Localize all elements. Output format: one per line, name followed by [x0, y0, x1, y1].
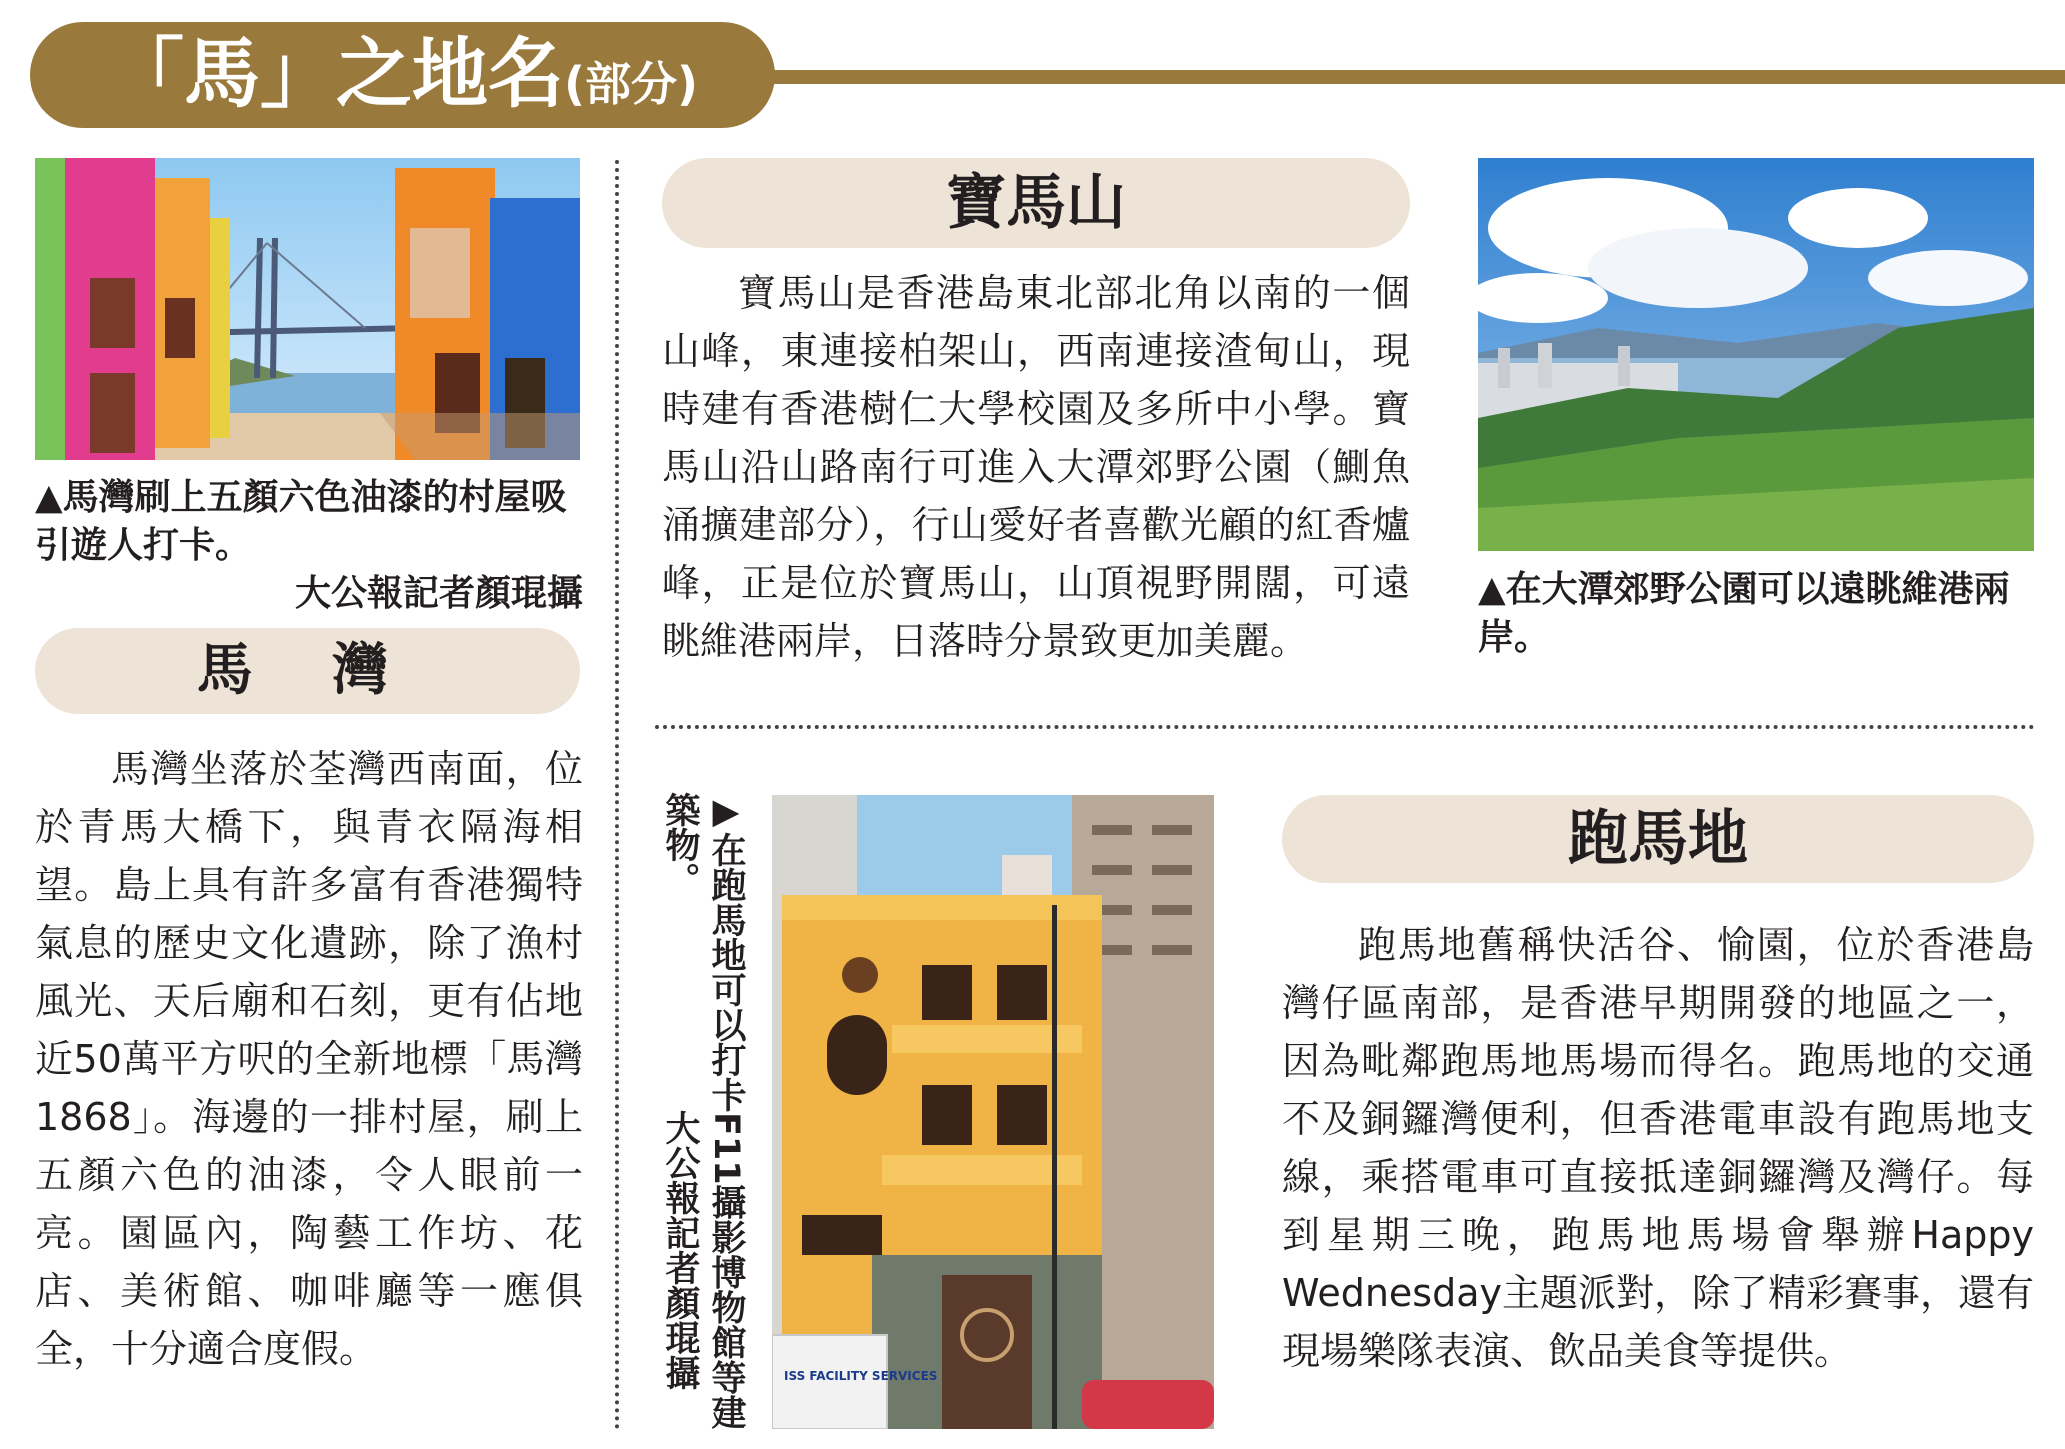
ma-wan-photo-credit: 大公報記者顏琨攝 — [294, 573, 583, 614]
happy-valley-heading: 跑馬地 — [1282, 795, 2034, 883]
happy-valley-photo — [772, 795, 1214, 1429]
happy-valley-body: 跑馬地舊稱快活谷、愉園，位於香港島灣仔區南部，是香港早期開發的地區之一，因為毗鄰跑馬地馬場而得名。跑馬地的交通不及銅鑼灣便利，但香港電車設有跑馬地支線，乘搭電車可直接抵達銅鑼灣及灣仔。每到星期三晚，跑馬地馬場會舉辦Happy Wednesday主題派對，除了精彩賽事，還有現場樂隊表演、飲品美食等提供。 — [1282, 923, 2035, 1373]
ma-wan-body: 馬灣坐落於荃灣西南面，位於青馬大橋下，與青衣隔海相望。島上具有許多富有香港獨特氣息的歷史文化遺跡，除了漁村風光、天后廟和石刻，更有佔地近50萬平方呎的全新地標「馬灣1868」。海邊的一排村屋，刷上五顏六色的油漆，令人眼前一亮。園區內，陶藝工作坊、花店、美術館、咖啡廳等一應俱全，十分適合度假。 — [35, 747, 583, 1371]
column-divider — [615, 160, 619, 1430]
title-subtitle: (部分) — [564, 57, 699, 111]
braemar-hill-heading: 寶馬山 — [662, 158, 1410, 248]
braemar-hill-body: 寶馬山是香港島東北部北角以南的一個山峰，東連接柏架山，西南連接渣甸山，現時建有香港樹仁大學校園及多所中小學。寶馬山沿山路南行可進入大潭郊野公園（鰂魚涌擴建部分），行山愛好者喜歡光顧的紅香爐峰，正是位於寶馬山，山頂視野開闊，可遠眺維港兩岸，日落時分景致更加美麗。 — [662, 271, 1410, 663]
van-label: ISS FACILITY SERVICES — [784, 1369, 938, 1383]
happy-valley-photo-credit: 大公報記者顏琨攝 — [660, 1110, 700, 1390]
braemar-hill-photo — [1478, 158, 2034, 551]
braemar-hill-photo-caption: ▲在大潭郊野公園可以遠眺維港兩岸。 — [1478, 569, 2010, 658]
header-rule — [740, 70, 2065, 84]
section-divider — [655, 725, 2035, 729]
page-title — [108, 24, 698, 124]
ma-wan-photo — [35, 158, 580, 460]
ma-wan-heading: 馬 灣 — [35, 628, 580, 714]
ma-wan-photo-caption: ▲馬灣刷上五顏六色油漆的村屋吸引遊人打卡。 — [35, 477, 567, 566]
happy-valley-caption-text: ▶在跑馬地可以打卡F11攝影博物館等建築物。 — [660, 792, 746, 1430]
title-text: 「馬」之地名 — [108, 29, 564, 118]
